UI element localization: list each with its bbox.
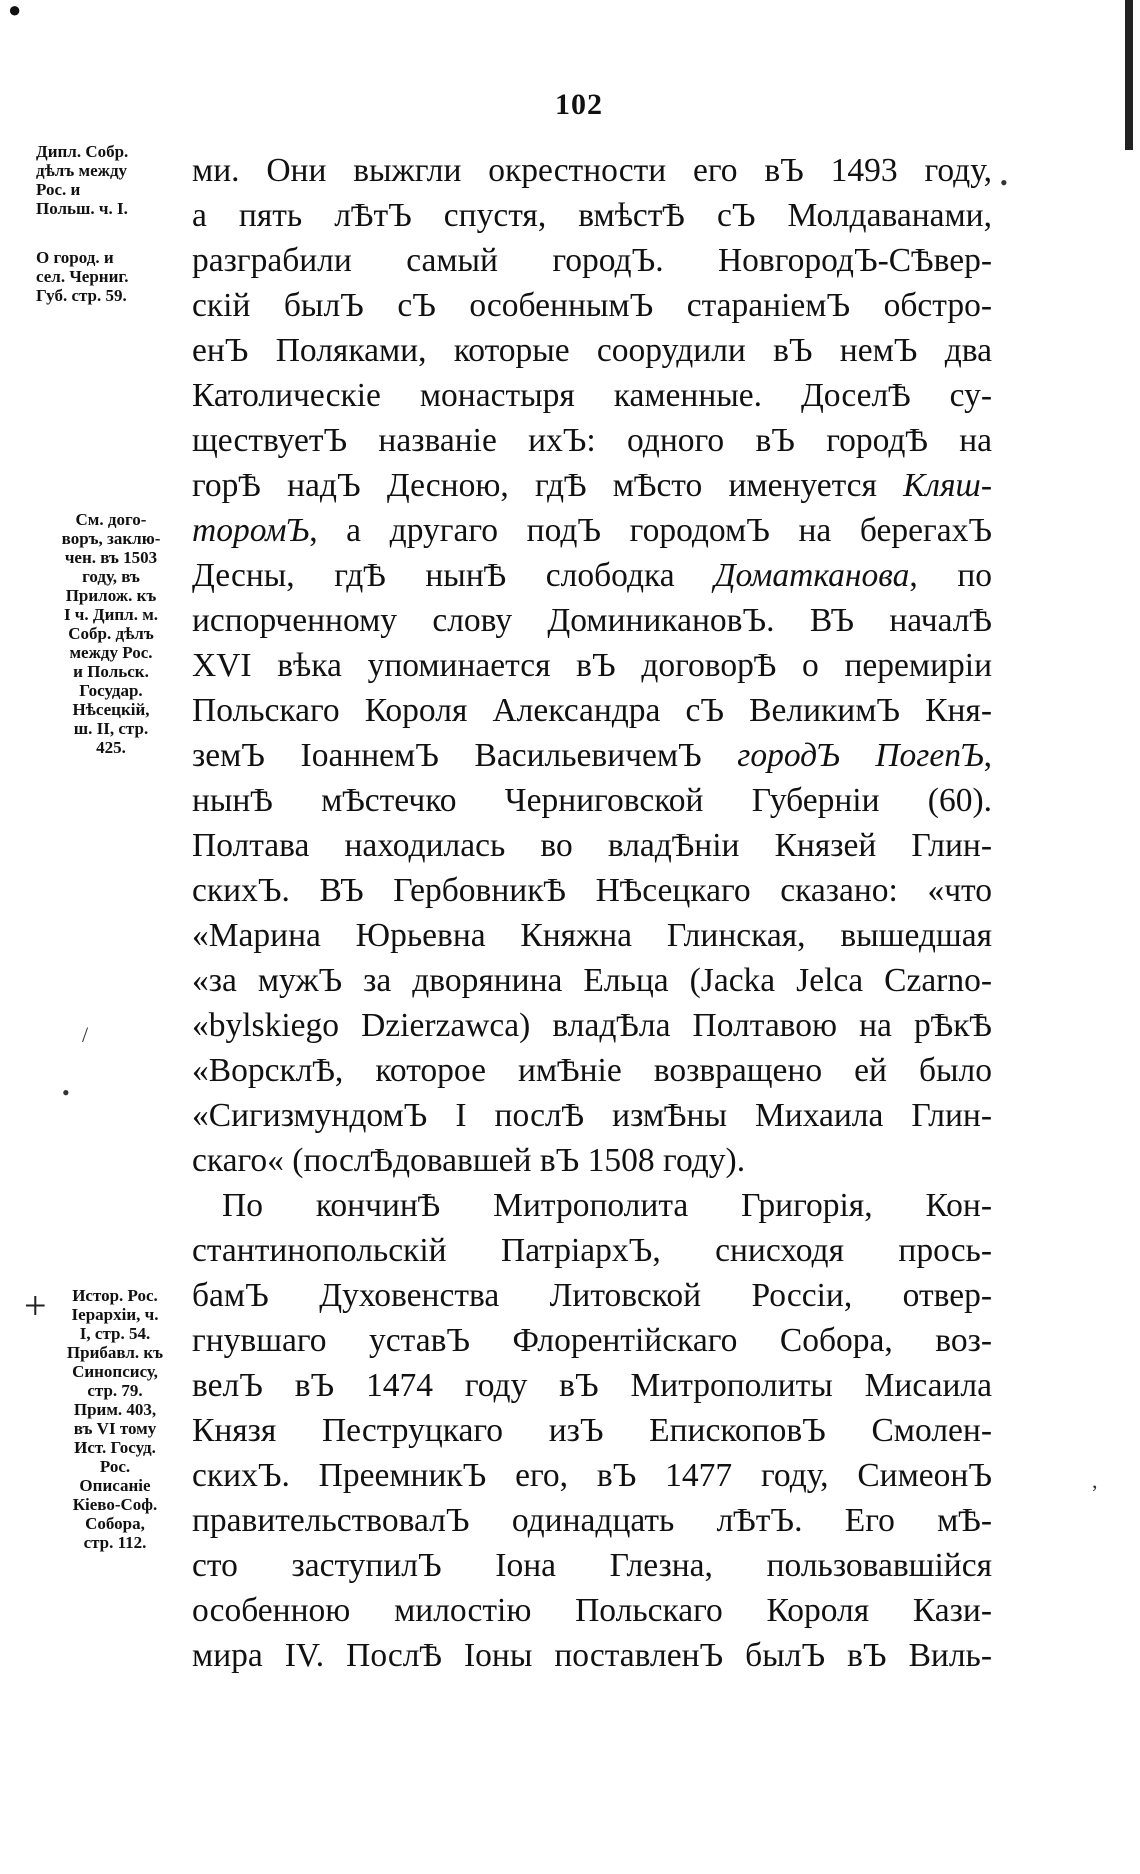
italic-text-segment: торомЪ	[192, 512, 310, 549]
margin-note-line: Прилож. къ	[65, 586, 157, 605]
text-segment: особенною милостію Польскаго Короля Кази-	[192, 1592, 992, 1629]
margin-note-line: Дипл. Собр.	[36, 142, 129, 161]
text-line	[192, 1408, 992, 1453]
text-segment: «СигизмундомЪ I послѢ измѢны Михаила Глин-	[192, 1097, 992, 1134]
main-text-block	[192, 148, 992, 1678]
italic-text-segment: Кляш-	[903, 467, 992, 504]
margin-note-line: Государ.	[79, 681, 143, 700]
text-line	[192, 1273, 992, 1318]
text-line	[192, 778, 992, 823]
margin-note-chernigov-towns	[36, 248, 186, 305]
stray-mark: /	[82, 1022, 89, 1047]
text-segment: «ВорсклѢ, которое имѢніе возвращено ей было	[192, 1052, 992, 1089]
text-segment: бамЪ Духовенства Литовской Россіи, отвер-	[192, 1277, 992, 1314]
text-line	[192, 1633, 992, 1678]
text-segment: Десны, гдѢ нынѢ слободка	[192, 557, 715, 594]
text-line	[192, 373, 992, 418]
margin-note-line: дѣлъ между	[36, 161, 128, 180]
text-line	[192, 463, 992, 508]
margin-note-line: Прибавл. къ	[66, 1343, 164, 1362]
text-line	[192, 913, 992, 958]
text-line	[192, 688, 992, 733]
page-number: 102	[555, 88, 603, 121]
text-segment: , по	[909, 557, 993, 594]
margin-note-line: Описаніе	[79, 1476, 151, 1495]
margin-note-line: Рос. и	[36, 180, 81, 199]
text-line	[192, 1543, 992, 1588]
text-segment: земЪ ІоаннемЪ ВасильевичемЪ	[192, 737, 738, 774]
text-segment: нынѢ мѢстечко Черниговской Губерніи (60).	[192, 782, 992, 819]
stray-comma-mark: ,	[1092, 1468, 1098, 1493]
text-segment: а пять лѢтЪ спустя, вмѣстѢ сЪ Молдаванами,	[192, 197, 992, 234]
margin-note-diplomatic-collection	[36, 142, 186, 218]
text-segment: мира IV. ПослѢ Іоны поставленЪ былЪ вЪ Виль-	[192, 1637, 992, 1674]
margin-note-line: Прим. 403,	[73, 1400, 157, 1419]
text-segment: скаго« (послѢдовавшей вЪ 1508 году).	[192, 1142, 746, 1179]
text-segment: велЪ вЪ 1474 году вЪ Митрополиты Мисаила	[192, 1367, 992, 1404]
margin-note-treaty-1503	[36, 510, 186, 757]
text-segment: скихЪ. ВЪ ГербовникѢ НѢсецкаго сказано: «что	[192, 872, 992, 909]
text-line	[192, 1003, 992, 1048]
margin-note-line: году, въ	[82, 567, 140, 586]
text-line	[192, 148, 992, 193]
margin-note-line: Истор. Рос.	[72, 1286, 158, 1305]
text-line	[192, 1588, 992, 1633]
text-segment: гнувшаго уставЪ Флорентійскаго Собора, воз-	[192, 1322, 992, 1359]
text-line	[192, 823, 992, 868]
text-segment: ществуетЪ названіе ихЪ: одного вЪ городѢ на	[192, 422, 992, 459]
text-line	[192, 598, 992, 643]
stray-dot-mark: •	[1000, 170, 1008, 195]
text-line	[192, 733, 992, 778]
margin-note-line: между Рос.	[69, 643, 153, 662]
text-segment: «bylskiego Dzierzawca) владѢла Полтавою на рѢкѢ	[192, 1007, 992, 1044]
text-line	[192, 1228, 992, 1273]
margin-note-line: Іерархіи, ч.	[71, 1305, 159, 1324]
margin-note-line: Кіево-Соф.	[72, 1495, 158, 1514]
margin-note-line: ш. II, стр.	[73, 719, 149, 738]
margin-note-line: I ч. Дипл. м.	[63, 605, 159, 624]
margin-note-line: Губ. стр. 59.	[36, 286, 127, 305]
text-segment: , а другаго подЪ городомЪ на берегахЪ	[309, 512, 992, 549]
text-segment: правительствовалЪ одинадцать лѢтЪ. Его мѢ-	[192, 1502, 992, 1539]
text-segment: XVI вѣка упоминается вЪ договорѢ о перемиріи	[192, 647, 992, 684]
margin-note-line: Собр. дѣлъ	[68, 624, 154, 643]
margin-note-line: О город. и	[36, 248, 114, 267]
text-line	[192, 1363, 992, 1408]
italic-text-segment: городЪ ПогепЪ	[737, 737, 984, 774]
page-edge-shadow	[1125, 0, 1133, 150]
text-line	[192, 508, 992, 553]
text-segment: Полтава находилась во владѢніи Князей Глин-	[192, 827, 992, 864]
text-line	[192, 1048, 992, 1093]
margin-note-line: I, стр. 54.	[79, 1324, 151, 1343]
text-line	[192, 643, 992, 688]
text-line	[192, 1318, 992, 1363]
text-line	[192, 328, 992, 373]
text-segment: «Марина Юрьевна Княжна Глинская, вышедшая	[192, 917, 992, 954]
margin-note-line: См. дого-	[75, 510, 147, 529]
margin-note-line: воръ, заклю-	[61, 529, 161, 548]
margin-note-line: чен. въ 1503	[64, 548, 158, 567]
text-line	[192, 238, 992, 283]
text-segment: стантинопольскій ПатріархЪ, снисходя прось-	[192, 1232, 992, 1269]
margin-note-line: Собора,	[85, 1514, 145, 1533]
text-line	[192, 553, 992, 598]
text-segment: испорченному слову ДоминикановЪ. ВЪ началѢ	[192, 602, 992, 639]
margin-note-line: стр. 112.	[83, 1533, 147, 1552]
text-segment: ,	[983, 737, 993, 774]
text-segment: По кончинѢ Митрополита Григорія, Кон-	[222, 1187, 992, 1224]
margin-note-line: Синопсису,	[72, 1362, 158, 1381]
text-segment: Польскаго Короля Александра сЪ ВеликимЪ Кня-	[192, 692, 992, 729]
text-line	[192, 1498, 992, 1543]
stray-dot-mark: •	[62, 1080, 70, 1105]
text-segment: разграбили самый городЪ. НовгородЪ-СѢвер-	[192, 242, 992, 279]
margin-note-line: и Польск.	[73, 662, 149, 681]
bracket-mark: +	[24, 1283, 47, 1328]
text-segment: ми. Они выжгли окрестности его вЪ 1493 году,	[192, 152, 992, 189]
text-segment: сто заступилЪ Іона Глезна, пользовавшійся	[192, 1547, 992, 1584]
text-line	[192, 1093, 992, 1138]
text-segment: Католическіе монастыря каменные. ДоселѢ су-	[192, 377, 992, 414]
text-line	[192, 1138, 992, 1183]
margin-note-hierarchy-history	[40, 1286, 190, 1552]
text-line	[192, 283, 992, 328]
margin-note-line: въ VI тому	[73, 1419, 157, 1438]
text-segment: скій былЪ сЪ особеннымЪ стараніемЪ обстро-	[192, 287, 992, 324]
text-line	[192, 868, 992, 913]
text-line	[192, 418, 992, 463]
text-segment: «за мужЪ за дворянина Ельца (Jacka Jelca Czarno-	[192, 962, 992, 999]
margin-note-line: Ист. Госуд.	[74, 1438, 156, 1457]
text-line	[192, 1453, 992, 1498]
margin-note-line: Рос.	[99, 1457, 131, 1476]
margin-note-line: стр. 79.	[87, 1381, 143, 1400]
margin-note-line: Нѣсецкій,	[72, 700, 150, 719]
text-segment: скихЪ. ПреемникЪ его, вЪ 1477 году, СимеонЪ	[192, 1457, 992, 1494]
margin-note-line: сел. Черниг.	[36, 267, 129, 286]
italic-text-segment: Доматканова	[714, 557, 910, 594]
text-line	[192, 193, 992, 238]
margin-note-line: Польш. ч. I.	[36, 199, 128, 218]
text-line	[192, 958, 992, 1003]
text-segment: горѢ надЪ Десною, гдѢ мѢсто именуется	[192, 467, 904, 504]
text-line	[192, 1183, 992, 1228]
ink-blot-mark: ●	[8, 0, 22, 22]
text-segment: енЪ Поляками, которые соорудили вЪ немЪ два	[192, 332, 992, 369]
margin-note-line: 425.	[96, 738, 126, 757]
text-segment: Князя Пеструцкаго изЪ ЕпископовЪ Смолен-	[192, 1412, 992, 1449]
